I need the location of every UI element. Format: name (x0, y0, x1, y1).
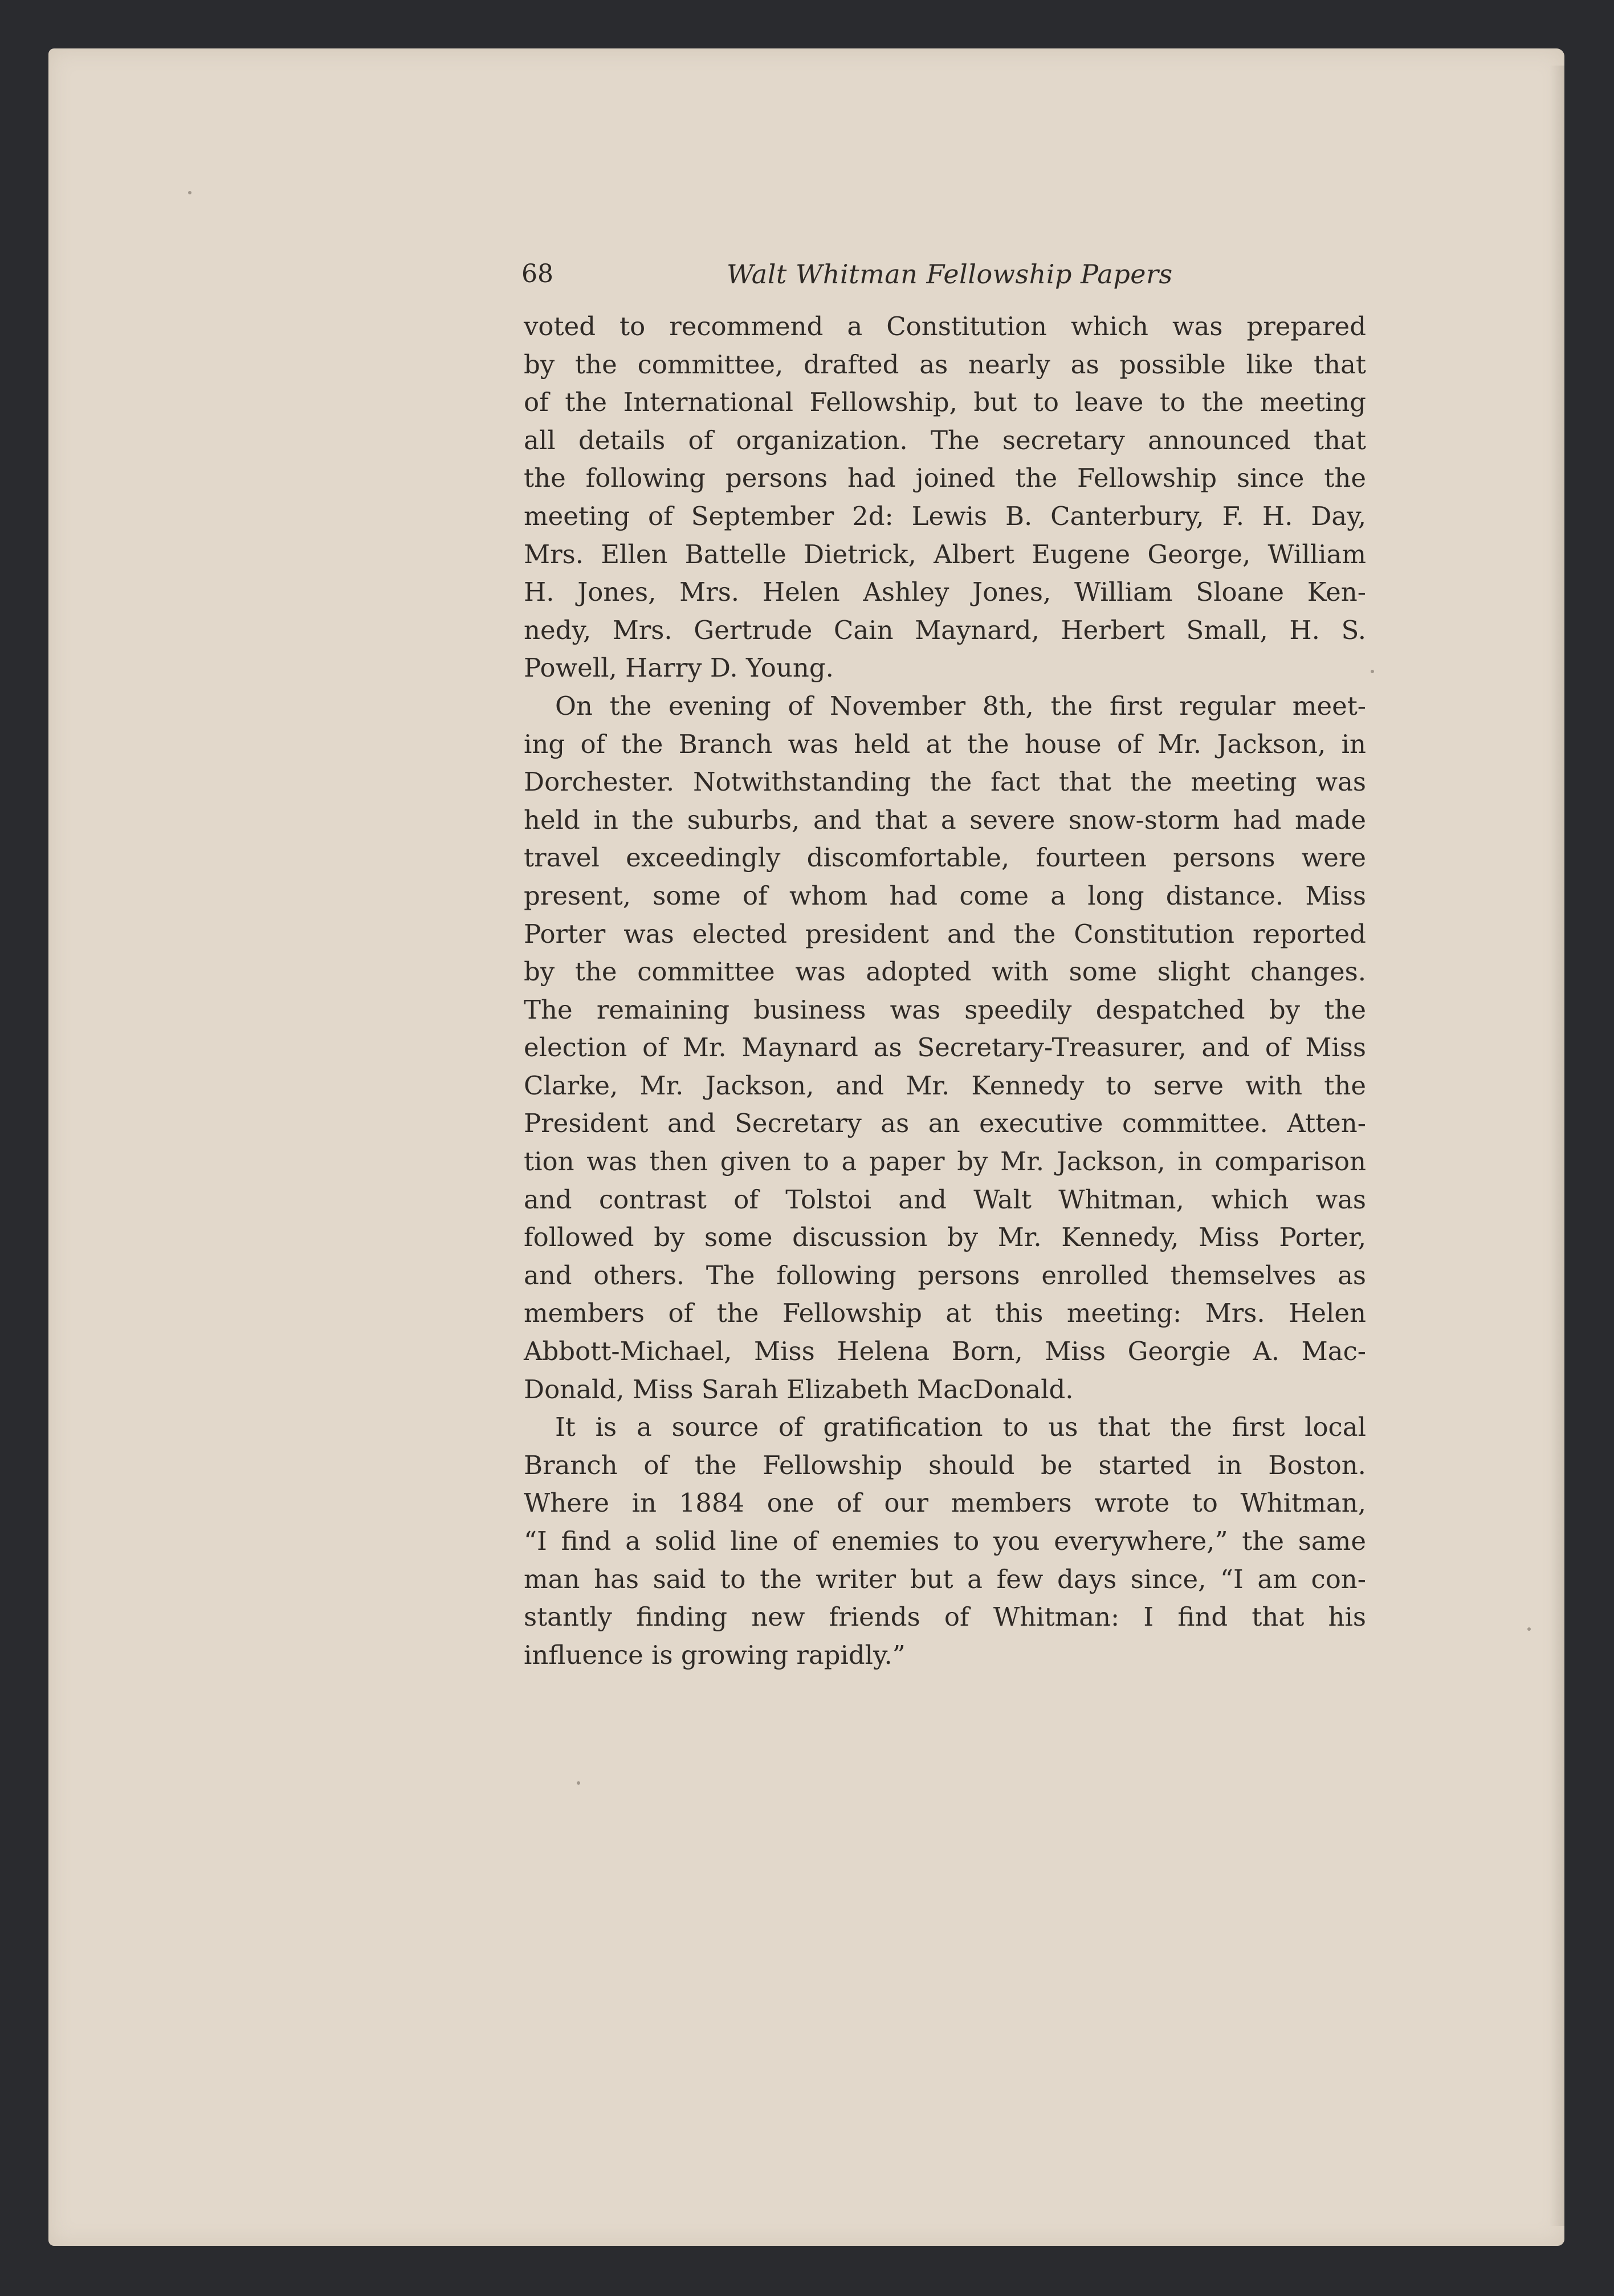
body-text (524, 308, 1366, 1674)
book-page (48, 48, 1564, 2246)
text-line: by the committee was adopted with some slight changes. (524, 956, 1366, 987)
text-line: and contrast of Tolstoi and Walt Whitman, which was (524, 1184, 1366, 1215)
text-line: tion was then given to a paper by Mr. Jackson, in comparison (524, 1146, 1366, 1177)
text-line: Abbott-Michael, Miss Helena Born, Miss Georgie A. Mac- (524, 1336, 1366, 1367)
text-line: ing of the Branch was held at the house of Mr. Jackson, in (524, 728, 1366, 759)
text-line: election of Mr. Maynard as Secretary-Treasurer, and of Miss (524, 1032, 1366, 1063)
text-line: of the International Fellowship, but to leave to the meeting (524, 387, 1366, 418)
text-line: voted to recommend a Constitution which was prepared (524, 311, 1366, 341)
text-line: members of the Fellowship at this meeting: Mrs. Helen (524, 1298, 1366, 1329)
text-line: influence is growing rapidly.” (524, 1639, 906, 1670)
text-line: Mrs. Ellen Battelle Dietrick, Albert Eugene George, William (524, 539, 1366, 569)
text-line: present, some of whom had come a long distance. Miss (524, 880, 1366, 911)
text-line: stantly finding new friends of Whitman: I find that his (524, 1602, 1366, 1633)
paper-speck (1527, 1627, 1531, 1631)
text-line: Where in 1884 one of our members wrote to Whitman, (524, 1488, 1366, 1519)
text-line: Dorchester. Notwithstanding the fact that the meeting was (524, 767, 1366, 797)
text-line: travel exceedingly discomfortable, fourteen persons were (524, 842, 1366, 873)
paper-speck (188, 191, 191, 194)
text-line: held in the suburbs, and that a severe snow-storm had made (524, 804, 1366, 835)
page-edge-shadow (1550, 66, 1564, 2226)
text-line: man has said to the writer but a few days since, “I am con- (524, 1564, 1366, 1594)
text-line: “I find a solid line of enemies to you everywhere,” the same (524, 1526, 1366, 1556)
text-line: and others. The following persons enrolled themselves as (524, 1260, 1366, 1291)
text-line: by the committee, drafted as nearly as possible like that (524, 349, 1366, 380)
text-line: Clarke, Mr. Jackson, and Mr. Kennedy to serve with the (524, 1070, 1366, 1101)
text-line: all details of organization. The secretary announced that (524, 425, 1366, 455)
text-line: meeting of September 2d: Lewis B. Canterbury, F. H. Day, (524, 500, 1366, 531)
running-title: Walt Whitman Fellowship Papers (727, 259, 1173, 290)
text-line: nedy, Mrs. Gertrude Cain Maynard, Herbert Small, H. S. (524, 614, 1366, 645)
text-line: Powell, Harry D. Young. (524, 653, 834, 683)
paper-speck (1371, 670, 1374, 673)
page-header (48, 251, 1564, 297)
text-line: On the evening of November 8th, the first regular meet- (555, 690, 1366, 721)
text-line: H. Jones, Mrs. Helen Ashley Jones, William Sloane Ken- (524, 577, 1366, 608)
text-line: It is a source of gratification to us that the first local (555, 1412, 1366, 1443)
text-line: the following persons had joined the Fellowship since the (524, 463, 1366, 494)
page-number: 68 (521, 259, 553, 288)
text-line: Branch of the Fellowship should be started in Boston. (524, 1450, 1366, 1480)
paper-speck (577, 1781, 580, 1785)
text-line: followed by some discussion by Mr. Kennedy, Miss Porter, (524, 1222, 1366, 1253)
text-line: Porter was elected president and the Constitution reported (524, 918, 1366, 949)
text-line: Donald, Miss Sarah Elizabeth MacDonald. (524, 1374, 1074, 1405)
text-line: The remaining business was speedily despatched by the (524, 994, 1366, 1025)
text-line: President and Secretary as an executive committee. Atten- (524, 1108, 1366, 1139)
